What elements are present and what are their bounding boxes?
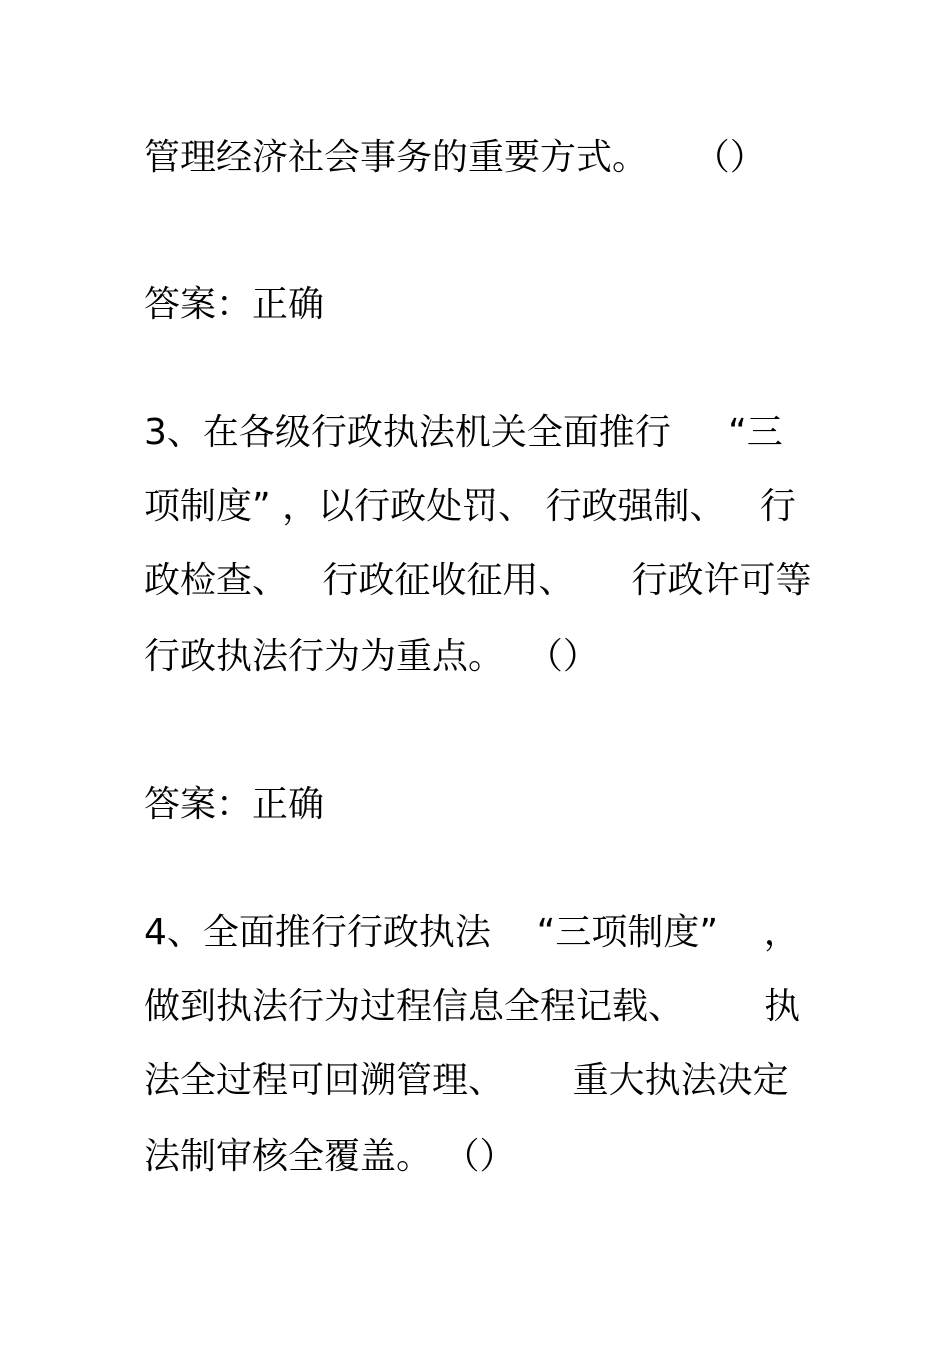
question-4-line-1: 4、全面推行行政执法 “三项制度” ， bbox=[144, 912, 800, 953]
question-2-answer: 答案：正确 bbox=[144, 284, 325, 325]
question-4-line-4: 法制审核全覆盖。 （） bbox=[144, 1136, 516, 1177]
question-3-line-1: 3、在各级行政执法机关全面推行 “三 bbox=[144, 412, 783, 453]
question-3-answer: 答案：正确 bbox=[144, 784, 325, 825]
question-3-line-2: 项制度” ，以行政处罚、 行政强制、 行 bbox=[144, 486, 796, 527]
question-4-line-3: 法全过程可回溯管理、 重大执法决定 bbox=[144, 1060, 789, 1101]
question-3-line-4: 行政执法行为为重点。 （） bbox=[144, 636, 599, 677]
question-4-line-2: 做到执法行为过程信息全程记载、 执 bbox=[144, 986, 801, 1027]
question-3-line-3: 政检查、 行政征收征用、 行政许可等 bbox=[144, 560, 812, 601]
question-2-text: 管理经济社会事务的重要方式。 （） bbox=[144, 137, 766, 178]
